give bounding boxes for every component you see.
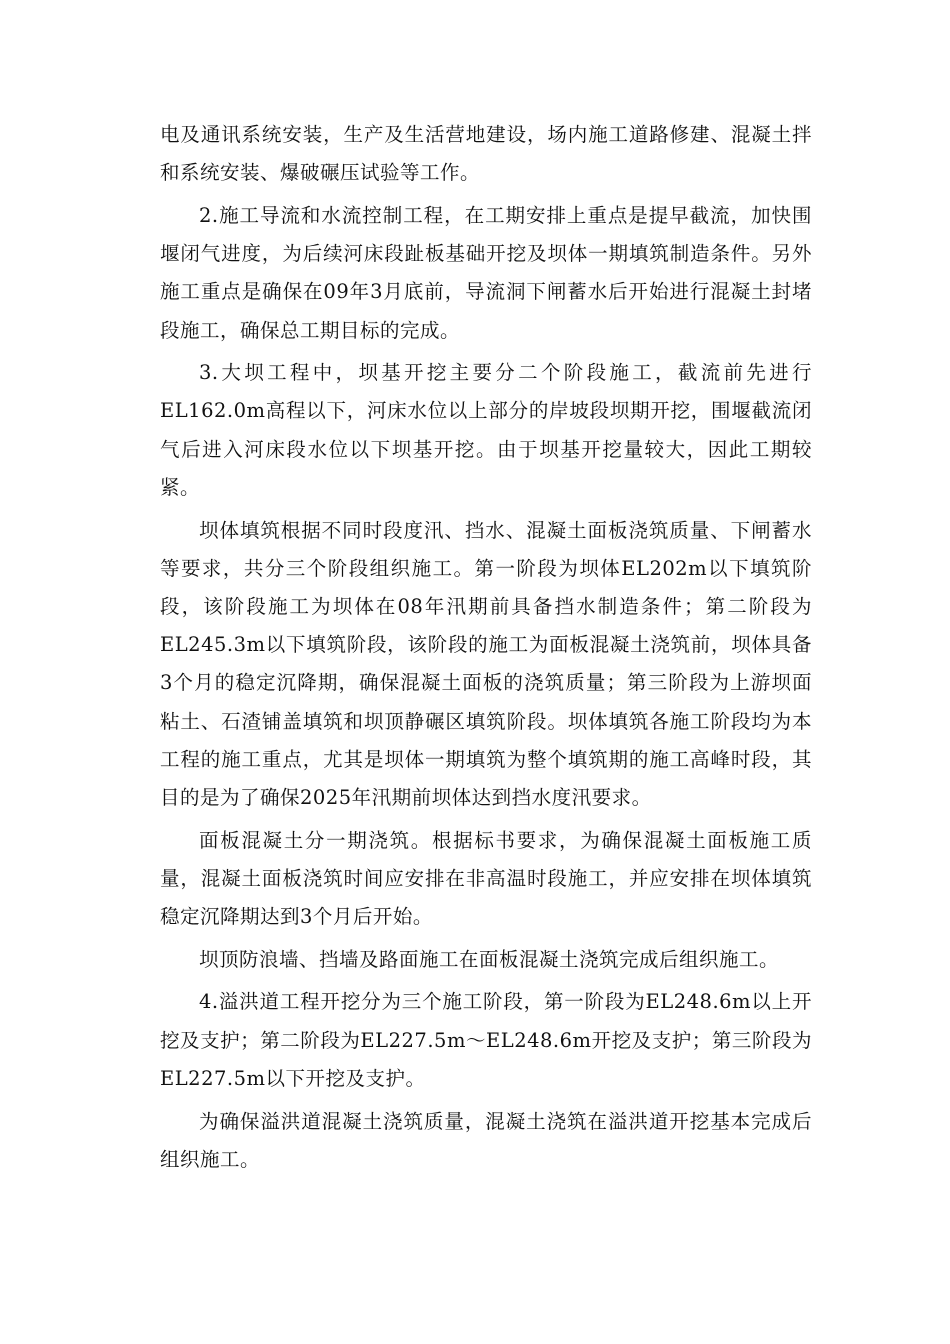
paragraph-spillway-excavation: 4.溢洪道工程开挖分为三个施工阶段，第一阶段为EL248.6m以上开挖及支护；第二阶段为EL227.5m～EL248.6m开挖及支护；第三阶段为EL227.5m以下开挖及支护。 xyxy=(160,990,812,1090)
paragraph-continuation: 电及通讯系统安装，生产及生活营地建设，场内施工道路修建、混凝土拌和系统安装、爆破碾压试验等工作。 xyxy=(160,123,812,185)
paragraph-dam-excavation: 3.大坝工程中，坝基开挖主要分二个阶段施工，截流前先进行EL162.0m高程以下，河床水位以上部分的岸坡段坝期开挖，围堰截流闭气后进入河床段水位以下坝基开挖。由于坝基开挖量较大，因此工期较紧。 xyxy=(160,361,812,499)
paragraph-crest-wall: 坝顶防浪墙、挡墙及路面施工在面板混凝土浇筑完成后组织施工。 xyxy=(199,947,780,971)
paragraph-spillway-concrete: 为确保溢洪道混凝土浇筑质量，混凝土浇筑在溢洪道开挖基本完成后组织施工。 xyxy=(160,1109,812,1171)
paragraph-diversion: 2.施工导流和水流控制工程，在工期安排上重点是提早截流，加快围堰闭气进度，为后续河床段趾板基础开挖及坝体一期填筑制造条件。另外施工重点是确保在09年3月底前，导流洞下闸蓄水后开始进行混凝土封堵段施工，确保总工期目标的完成。 xyxy=(160,203,812,342)
paragraph-face-slab: 面板混凝土分一期浇筑。根据标书要求，为确保混凝土面板施工质量，混凝土面板浇筑时间应安排在非高温时段施工，并应安排在坝体填筑稳定沉降期达到3个月后开始。 xyxy=(160,828,812,929)
paragraph-dam-filling: 坝体填筑根据不同时段度汛、挡水、混凝土面板浇筑质量、下闸蓄水等要求，共分三个阶段组织施工。第一阶段为坝体EL202m以下填筑阶段，该阶段施工为坝体在08年汛期前具备挡水制造条件；第二阶段为EL245.3m以下填筑阶段，该阶段的施工为面板混凝土浇筑前，坝体具备3个月的稳定沉降期，确保混凝土面板的浇筑质量；第三阶段为上游坝面粘土、石渣铺盖填筑和坝顶静碾区填筑阶段。坝体填筑各施工阶段均为本工程的施工重点，尤其是坝体一期填筑为整个填筑期的施工高峰时段，其目的是为了确保2025年汛期前坝体达到挡水度汛要求。 xyxy=(160,518,812,809)
document-page xyxy=(160,116,812,1183)
